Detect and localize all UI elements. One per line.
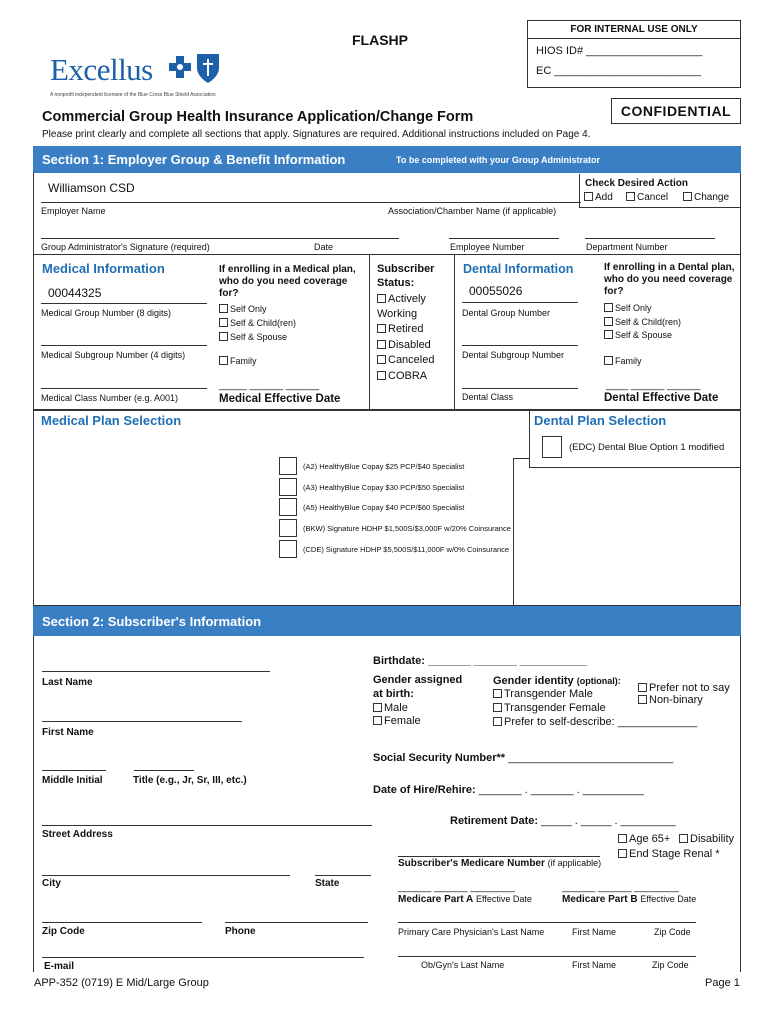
medical-coverage-self-children-label: Self & Child(ren): [230, 318, 297, 328]
checkbox-icon[interactable]: [373, 716, 382, 725]
medical-class-label: Medical Class Number (e.g. A001): [41, 393, 179, 403]
dental-subgroup-line: [462, 345, 578, 346]
medicare-b-effective: Effective Date: [640, 894, 697, 904]
dental-effective-date-blanks[interactable]: ____ ______ ______: [606, 380, 701, 391]
gender-id-trans-male[interactable]: [493, 688, 593, 700]
title-line: [134, 770, 194, 771]
medical-plan-right-border: [513, 458, 514, 606]
checkbox-icon[interactable]: [493, 717, 502, 726]
medical-plan-cde: (CDE) Signature HDHP $5,500S/$11,000F w/0% Coinsurance: [303, 545, 510, 554]
status-disabled[interactable]: [377, 339, 431, 351]
dental-coverage-self-children-label: Self & Child(ren): [615, 317, 682, 327]
retirement-date-label: Retirement Date:: [450, 815, 539, 827]
retirement-disability[interactable]: [679, 833, 734, 845]
checkbox-icon[interactable]: [377, 324, 386, 333]
logo-tagline: A nonprofit independent licensee of the Blue Cross Blue Shield Association: [50, 92, 216, 98]
dental-coverage-family-label: Family: [615, 356, 642, 366]
first-name-line: [42, 721, 242, 722]
medical-group-number-value[interactable]: 00044325: [48, 286, 102, 300]
retirement-disability-label: Disability: [690, 833, 735, 845]
section1-header: [33, 146, 741, 173]
checkbox-icon[interactable]: [604, 317, 613, 326]
checkbox-icon[interactable]: [373, 703, 382, 712]
medical-coverage-self-label: Self Only: [230, 304, 267, 314]
employer-name-label: Employer Name: [41, 206, 106, 216]
dental-class-line: [462, 388, 578, 389]
section2-header: [33, 606, 741, 636]
obgyn-first-name-label: First Name: [572, 960, 617, 970]
gender-id-non-binary[interactable]: [638, 694, 703, 706]
city-line: [42, 875, 290, 876]
department-number-label: Department Number: [586, 242, 668, 252]
checkbox-icon[interactable]: [219, 318, 228, 327]
medical-coverage-self[interactable]: [219, 304, 267, 314]
gender-identity-heading: [493, 675, 621, 687]
obgyn-zip-code-label: Zip Code: [652, 960, 689, 970]
medicare-if-applicable: (if applicable): [547, 858, 602, 868]
medical-effective-date-blanks[interactable]: _____ ______ ______: [219, 380, 320, 391]
checkbox-icon[interactable]: [219, 304, 228, 313]
dental-plan-checkbox[interactable]: [542, 436, 562, 458]
gender-id-self-describe[interactable]: [493, 716, 697, 728]
employee-number-line: [449, 238, 559, 239]
dental-coverage-self[interactable]: [604, 303, 652, 313]
checkbox-icon[interactable]: [683, 192, 692, 201]
retirement-age-65[interactable]: [618, 833, 670, 845]
medicare-a-bold: Medicare Part A: [398, 894, 474, 905]
logo-wordmark: Excellus: [50, 52, 153, 87]
status-canceled[interactable]: [377, 354, 434, 366]
checkbox-icon[interactable]: [377, 340, 386, 349]
medical-effective-date-label: Medical Effective Date: [219, 393, 341, 405]
footer-page-number: Page 1: [705, 977, 740, 989]
zip-code-line: [42, 922, 202, 923]
medical-subgroup-line: [41, 345, 207, 346]
status-retired-label: Retired: [388, 323, 424, 335]
ssn-blank: ___________________________: [508, 752, 674, 764]
checkbox-icon[interactable]: [638, 683, 647, 692]
action-cancel-label: Cancel: [637, 192, 669, 203]
dental-plan-edc: (EDC) Dental Blue Option 1 modified: [569, 442, 725, 453]
status-cobra-label: COBRA: [388, 370, 428, 382]
gender-identity-optional: (optional):: [576, 676, 621, 686]
date-of-hire-label: Date of Hire/Rehire:: [373, 784, 476, 796]
medical-info-heading: Medical Information: [42, 261, 165, 276]
medical-plan-heading: Medical Plan Selection: [41, 413, 182, 428]
confidential-box: CONFIDENTIAL: [611, 98, 741, 124]
footer-form-code: APP-352 (0719) E Mid/Large Group: [34, 977, 209, 989]
medical-class-line: [41, 388, 207, 389]
dental-group-line: [462, 302, 578, 303]
checkbox-icon[interactable]: [493, 689, 502, 698]
employee-number-label: Employee Number: [450, 242, 525, 252]
gender-identity-label: Gender identity: [493, 675, 574, 687]
gender-birth-male-label: Male: [384, 702, 408, 714]
status-actively-working[interactable]: [377, 292, 453, 322]
action-change[interactable]: [683, 192, 729, 203]
state-label: State: [315, 878, 340, 889]
gender-id-prefer-not-label: Prefer not to say: [649, 682, 730, 694]
medical-coverage-family[interactable]: [219, 356, 257, 366]
action-change-label: Change: [694, 192, 730, 203]
medical-group-line: [41, 303, 207, 304]
obgyn-last-name-label: Ob/Gyn's Last Name: [421, 960, 505, 970]
action-add-label: Add: [595, 192, 613, 203]
dental-group-number-label: Dental Group Number: [462, 308, 551, 318]
pcp-last-name-label: Primary Care Physician's Last Name: [398, 927, 545, 937]
medical-enroll-question: If enrolling in a Medical plan, who do you need coverage for?: [219, 264, 356, 299]
dental-coverage-self-spouse-label: Self & Spouse: [615, 330, 673, 340]
medicare-number-label-bold: Subscriber's Medicare Number: [398, 858, 545, 869]
blue-cross-blue-shield-logo-icon: [166, 50, 224, 86]
status-disabled-label: Disabled: [388, 339, 431, 351]
gender-id-self-describe-label: Prefer to self-describe: _____________: [504, 716, 698, 728]
gender-id-trans-male-label: Transgender Male: [504, 688, 593, 700]
last-name-label: Last Name: [42, 677, 93, 688]
checkbox-icon[interactable]: [626, 192, 635, 201]
retirement-date-blank: _____ . _____ . _________: [541, 815, 676, 827]
checkbox-icon[interactable]: [219, 356, 228, 365]
medical-plan-bkw-checkbox[interactable]: [279, 519, 297, 537]
dental-class-label: Dental Class: [462, 392, 514, 402]
gender-id-non-binary-label: Non-binary: [649, 694, 703, 706]
medical-plan-a2-checkbox[interactable]: [279, 457, 297, 475]
dental-coverage-family[interactable]: [604, 356, 642, 366]
checkbox-icon[interactable]: [604, 303, 613, 312]
action-cancel[interactable]: [626, 192, 668, 203]
middle-initial-line: [42, 770, 106, 771]
date-of-hire-field[interactable]: [373, 784, 644, 796]
state-line: [315, 875, 371, 876]
department-number-line: [585, 238, 715, 239]
obgyn-line: [398, 956, 696, 957]
birthdate-field[interactable]: Birthdate: _______ _______ ___________: [373, 655, 588, 667]
medicare-number-label: [398, 858, 601, 869]
pcp-first-name-label: First Name: [572, 927, 617, 937]
internal-use-heading: FOR INTERNAL USE ONLY: [528, 21, 740, 39]
signature-line: [41, 238, 399, 239]
medicare-a-blanks[interactable]: ______ ______ ________: [398, 882, 515, 893]
city-label: City: [42, 878, 61, 889]
medical-plan-a2: (A2) HealthyBlue Copay $25 PCP/$40 Specialist: [303, 462, 465, 471]
form-code-flashp: FLASHP: [352, 32, 408, 48]
gender-birth-female-label: Female: [384, 715, 421, 727]
section2-title: Section 2: Subscriber's Information: [42, 614, 262, 629]
checkbox-icon[interactable]: [638, 695, 647, 704]
dental-plan-heading: Dental Plan Selection: [534, 413, 667, 428]
date-label: Date: [314, 242, 334, 252]
checkbox-icon[interactable]: [584, 192, 593, 201]
checkbox-icon[interactable]: [604, 356, 613, 365]
ssn-label: Social Security Number**: [373, 752, 506, 764]
medical-plan-cde-checkbox[interactable]: [279, 540, 297, 558]
retirement-end-stage-renal-label: End Stage Renal *: [629, 848, 720, 860]
pcp-zip-code-label: Zip Code: [654, 927, 691, 937]
street-address-label: Street Address: [42, 829, 113, 840]
action-add[interactable]: [584, 192, 613, 203]
dental-enroll-question: If enrolling in a Dental plan, who do you need coverage for?: [604, 262, 735, 297]
medicare-b-blanks[interactable]: ______ ______ ________: [562, 882, 679, 893]
first-name-label: First Name: [42, 727, 94, 738]
medical-plan-bkw: (BKW) Signature HDHP $1,500S/$3,000F w/20% Coinsurance: [303, 524, 511, 533]
medical-coverage-family-label: Family: [230, 356, 257, 366]
checkbox-icon[interactable]: [219, 332, 228, 341]
employer-name-value[interactable]: Williamson CSD: [48, 181, 135, 195]
checkbox-icon[interactable]: [604, 330, 613, 339]
gender-id-prefer-not[interactable]: [638, 682, 730, 694]
checkbox-icon[interactable]: [377, 294, 386, 303]
dental-group-number-value[interactable]: 00055026: [469, 284, 523, 298]
medicare-number-line: [398, 856, 600, 857]
hios-id-field[interactable]: HIOS ID# ___________________: [536, 45, 703, 57]
medicare-a-label: [398, 894, 532, 905]
dental-info-heading: Dental Information: [463, 262, 574, 276]
subscriber-status-heading: Subscriber Status:: [377, 263, 435, 289]
phone-label: Phone: [225, 926, 256, 937]
medical-group-number-label: Medical Group Number (8 digits): [41, 308, 172, 318]
retirement-date-field[interactable]: [450, 815, 676, 827]
instructions-text: Please print clearly and complete all sections that apply. Signatures are required. Additional instructions included on Page 4.: [42, 129, 591, 140]
zip-code-label: Zip Code: [42, 926, 85, 937]
gender-id-trans-female-label: Transgender Female: [504, 702, 606, 714]
retirement-end-stage-renal[interactable]: [618, 848, 720, 860]
desired-action-box: [579, 174, 741, 208]
dental-coverage-self-label: Self Only: [615, 303, 652, 313]
checkbox-icon[interactable]: [618, 834, 627, 843]
title-label: Title (e.g., Jr, Sr, III, etc.): [133, 775, 247, 786]
gender-id-trans-female[interactable]: [493, 702, 606, 714]
medical-plan-a3-checkbox[interactable]: [279, 478, 297, 496]
checkbox-icon[interactable]: [377, 371, 386, 380]
medical-plan-a5-checkbox[interactable]: [279, 498, 297, 516]
employer-name-line: [41, 202, 581, 203]
date-of-hire-blank: _______ . _______ . __________: [478, 784, 644, 796]
pcp-line: [398, 922, 696, 923]
checkbox-icon[interactable]: [679, 834, 688, 843]
medicare-b-bold: Medicare Part B: [562, 894, 638, 905]
medicare-a-effective: Effective Date: [476, 894, 532, 904]
form-title: Commercial Group Health Insurance Application/Change Form: [42, 109, 474, 125]
dental-subgroup-label: Dental Subgroup Number: [462, 350, 565, 360]
street-address-line: [42, 825, 372, 826]
internal-use-box: [527, 20, 741, 88]
checkbox-icon[interactable]: [493, 703, 502, 712]
dental-coverage-self-spouse[interactable]: [604, 330, 672, 340]
last-name-line: [42, 671, 270, 672]
status-cobra[interactable]: [377, 370, 427, 382]
desired-action-heading: Check Desired Action: [585, 178, 688, 189]
plan-box-connector: [513, 458, 529, 459]
status-canceled-label: Canceled: [388, 354, 435, 366]
checkbox-icon[interactable]: [618, 849, 627, 858]
status-retired[interactable]: [377, 323, 423, 335]
ssn-field[interactable]: [373, 752, 673, 764]
gender-assigned-label: Gender assigned at birth:: [373, 674, 463, 700]
email-label: E-mail: [44, 961, 75, 972]
gender-birth-male[interactable]: [373, 702, 408, 714]
status-actively-working-label: Actively Working: [377, 293, 426, 320]
association-label: Association/Chamber Name (if applicable): [388, 206, 557, 216]
section1-subtitle: To be completed with your Group Administrator: [396, 155, 601, 165]
medical-plan-a3: (A3) HealthyBlue Copay $30 PCP/$50 Specialist: [303, 483, 465, 492]
medical-coverage-self-children[interactable]: [219, 318, 296, 328]
email-line: [42, 957, 364, 958]
middle-initial-label: Middle Initial: [42, 775, 103, 786]
gender-birth-female[interactable]: [373, 715, 421, 727]
medical-coverage-self-spouse-label: Self & Spouse: [230, 332, 288, 342]
retirement-age-65-label: Age 65+: [629, 833, 671, 845]
dental-coverage-self-children[interactable]: [604, 317, 681, 327]
ec-field[interactable]: EC ________________________: [536, 65, 702, 77]
dental-effective-date-label: Dental Effective Date: [604, 392, 719, 404]
medical-subgroup-label: Medical Subgroup Number (4 digits): [41, 350, 186, 360]
section1-title: Section 1: Employer Group & Benefit Information: [42, 152, 346, 167]
ga-signature-label: Group Administrator's Signature (required): [41, 242, 210, 252]
checkbox-icon[interactable]: [377, 355, 386, 364]
medical-coverage-self-spouse[interactable]: [219, 332, 287, 342]
medical-plan-a5: (A5) HealthyBlue Copay $40 PCP/$60 Specialist: [303, 503, 465, 512]
phone-line: [225, 922, 368, 923]
medicare-b-label: [562, 894, 696, 905]
